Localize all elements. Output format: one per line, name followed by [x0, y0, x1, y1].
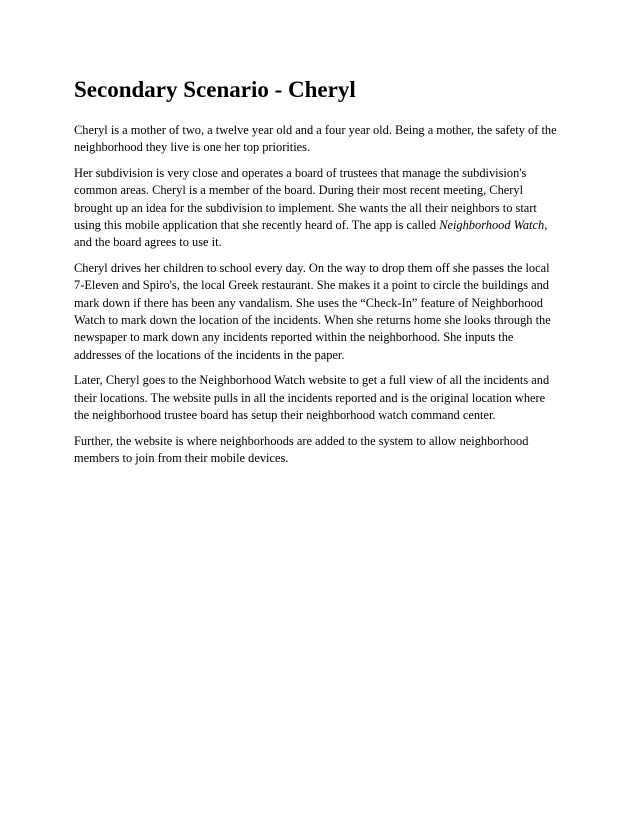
paragraph-line: addresses of the locations of the incidents in the paper. [74, 347, 345, 362]
paragraph-line: and the board agrees to use it. [74, 235, 222, 250]
paragraph-line: brought up an idea for the subdivision to implement. She wants the all their neighbors to start [74, 200, 537, 215]
paragraph-line: Watch to mark down the location of the incidents. When she returns home she looks through the [74, 313, 551, 328]
page-title: Secondary Scenario - Cheryl [74, 77, 356, 102]
paragraph-line: 7-Eleven and Spiro's, the local Greek restaurant. She makes it a point to circle the buildings and [74, 278, 550, 293]
paragraph-website [74, 372, 574, 424]
paragraph-intro [74, 122, 574, 157]
app-name-italic: Neighborhood Watch [439, 218, 545, 233]
paragraph-line [74, 217, 574, 234]
paragraph-line: the neighborhood trustee board has setup their neighborhood watch command center. [74, 408, 496, 423]
paragraph-further [74, 433, 574, 468]
paragraph-line: Cheryl drives her children to school every day. On the way to drop them off she passes the local [74, 260, 550, 275]
paragraph-subdivision [74, 165, 574, 252]
text-run: , [544, 218, 548, 233]
paragraph-line: their locations. The website pulls in all the incidents reported and is the original location where [74, 390, 546, 405]
paragraph-line: newspaper to mark down any incidents reported within the neighborhood. She inputs the [74, 330, 514, 345]
paragraph-line: neighborhood they live is one her top priorities. [74, 140, 311, 155]
paragraph-line: Further, the website is where neighborhoods are added to the system to allow neighborhood [74, 433, 529, 448]
paragraph-line: Later, Cheryl goes to the Neighborhood Watch website to get a full view of all the incidents and [74, 373, 550, 388]
paragraph-line: common areas. Cheryl is a member of the board. During their most recent meeting, Cheryl [74, 183, 524, 198]
paragraph-line: members to join from their mobile devices. [74, 450, 289, 465]
paragraph-line: Her subdivision is very close and operates a board of trustees that manage the subdivision's [74, 165, 527, 180]
paragraph-line: Cheryl is a mother of two, a twelve year old and a four year old. Being a mother, the safety of the [74, 123, 557, 137]
paragraph-line: mark down if there has been any vandalism. She uses the “Check-In” feature of Neighborhood [74, 295, 543, 310]
document-page [74, 76, 574, 475]
text-run: using this mobile application that she recently heard of. The app is called [74, 218, 440, 233]
paragraph-daily-drive [74, 260, 574, 364]
